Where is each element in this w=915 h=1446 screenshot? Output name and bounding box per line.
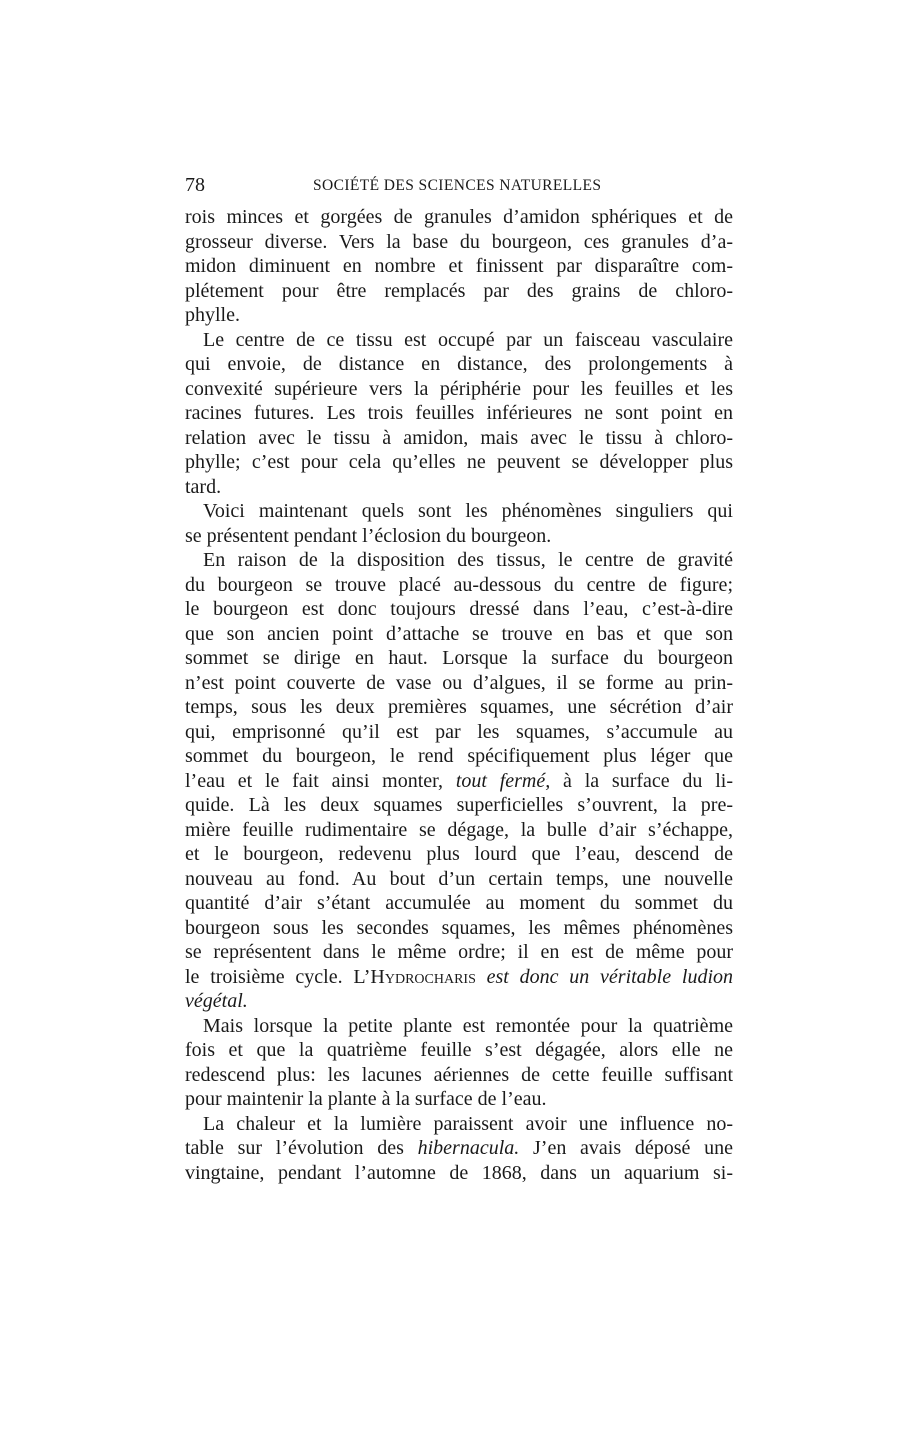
text-line: phylle; c’est pour cela qu’elles ne peuvent se développer plus — [185, 451, 733, 473]
text-line: En raison de la disposition des tissus, le centre de gravité — [203, 549, 733, 571]
text-line: se représentent dans le même ordre; il en est de même pour — [185, 941, 733, 963]
text-line: La chaleur et la lumière paraissent avoir une influence no- — [203, 1112, 733, 1135]
text-line: quantité d’air s’étant accumulée au moment du sommet du — [185, 892, 733, 914]
text-line: racines futures. Les trois feuilles inférieures ne sont point en — [185, 402, 733, 424]
text-line: redescend plus: les lacunes aériennes de cette feuille suffisant — [185, 1063, 733, 1086]
text-line: phylle. — [185, 304, 240, 326]
text-line: vingtaine, pendant l’automne de 1868, dans un aquarium si- — [185, 1161, 733, 1184]
text-line: l’eau et le fait ainsi monter, tout fermé, à la surface du li- — [185, 769, 733, 792]
text-line: table sur l’évolution des hibernacula. J’en avais déposé une — [185, 1137, 733, 1159]
text-line: pour maintenir la plante à la surface de l’eau. — [185, 1088, 547, 1110]
text-line: sommet se dirige en haut. Lorsque la surface du bourgeon — [185, 647, 733, 669]
page-header — [185, 170, 733, 200]
text-line: quide. Là les deux squames superficielles s’ouvrent, la pre- — [185, 794, 733, 816]
running-title: SOCIÉTÉ DES SCIENCES NATURELLES — [313, 177, 602, 194]
text-line: Le centre de ce tissu est occupé par un faisceau vasculaire — [203, 328, 733, 351]
text-line: le troisième cycle. L’Hydrocharis est donc un véritable ludion — [185, 965, 733, 988]
text-line: relation avec le tissu à amidon, mais avec le tissu à chloro- — [185, 426, 733, 449]
text-line: convexité supérieure vers la périphérie pour les feuilles et les — [185, 377, 733, 400]
text-line: Mais lorsque la petite plante est remontée pour la quatrième — [203, 1014, 733, 1037]
text-line: sommet du bourgeon, le rend spécifiquement plus léger que — [185, 745, 733, 767]
text-line: que son ancien point d’attache se trouve en bas et que son — [185, 622, 733, 645]
text-line: grosseur diverse. Vers la base du bourgeon, ces granules d’a- — [185, 230, 733, 253]
text-line: fois et que la quatrième feuille s’est dégagée, alors elle ne — [185, 1039, 733, 1061]
text-line: bourgeon sous les secondes squames, les mêmes phénomènes — [185, 916, 733, 939]
text-line: Voici maintenant quels sont les phénomènes singuliers qui — [203, 500, 733, 522]
text-line: plétement pour être remplacés par des grains de chloro- — [185, 279, 733, 302]
page-number: 78 — [185, 174, 205, 196]
text-line: et le bourgeon, redevenu plus lourd que l’eau, descend de — [185, 843, 733, 865]
text-line: tard. — [185, 475, 222, 498]
text-line: végétal. — [185, 990, 248, 1012]
book-page — [185, 170, 733, 1185]
text-line: qui envoie, de distance en distance, des prolongements à — [185, 353, 733, 375]
text-line: qui, emprisonné qu’il est par les squames, s’accumule au — [185, 720, 733, 743]
text-line: midon diminuent en nombre et finissent par disparaître com- — [185, 255, 733, 277]
page-body — [185, 205, 733, 1185]
text-line: se présentent pendant l’éclosion du bourgeon. — [185, 524, 552, 547]
text-line: n’est point couverte de vase ou d’algues, il se forme au prin- — [185, 671, 733, 694]
text-line: mière feuille rudimentaire se dégage, la bulle d’air s’échappe, — [185, 818, 733, 841]
text-line: temps, sous les deux premières squames, une sécrétion d’air — [185, 696, 733, 718]
text-line: rois minces et gorgées de granules d’amidon sphériques et de — [185, 206, 733, 228]
genus-name: L’Hydrocharis — [353, 965, 476, 988]
text-line: du bourgeon se trouve placé au-dessous du centre de figure; — [185, 573, 733, 596]
text-line: le bourgeon est donc toujours dressé dans l’eau, c’est-à-dire — [185, 598, 733, 620]
text-line: nouveau au fond. Au bout d’un certain temps, une nouvelle — [185, 867, 733, 890]
